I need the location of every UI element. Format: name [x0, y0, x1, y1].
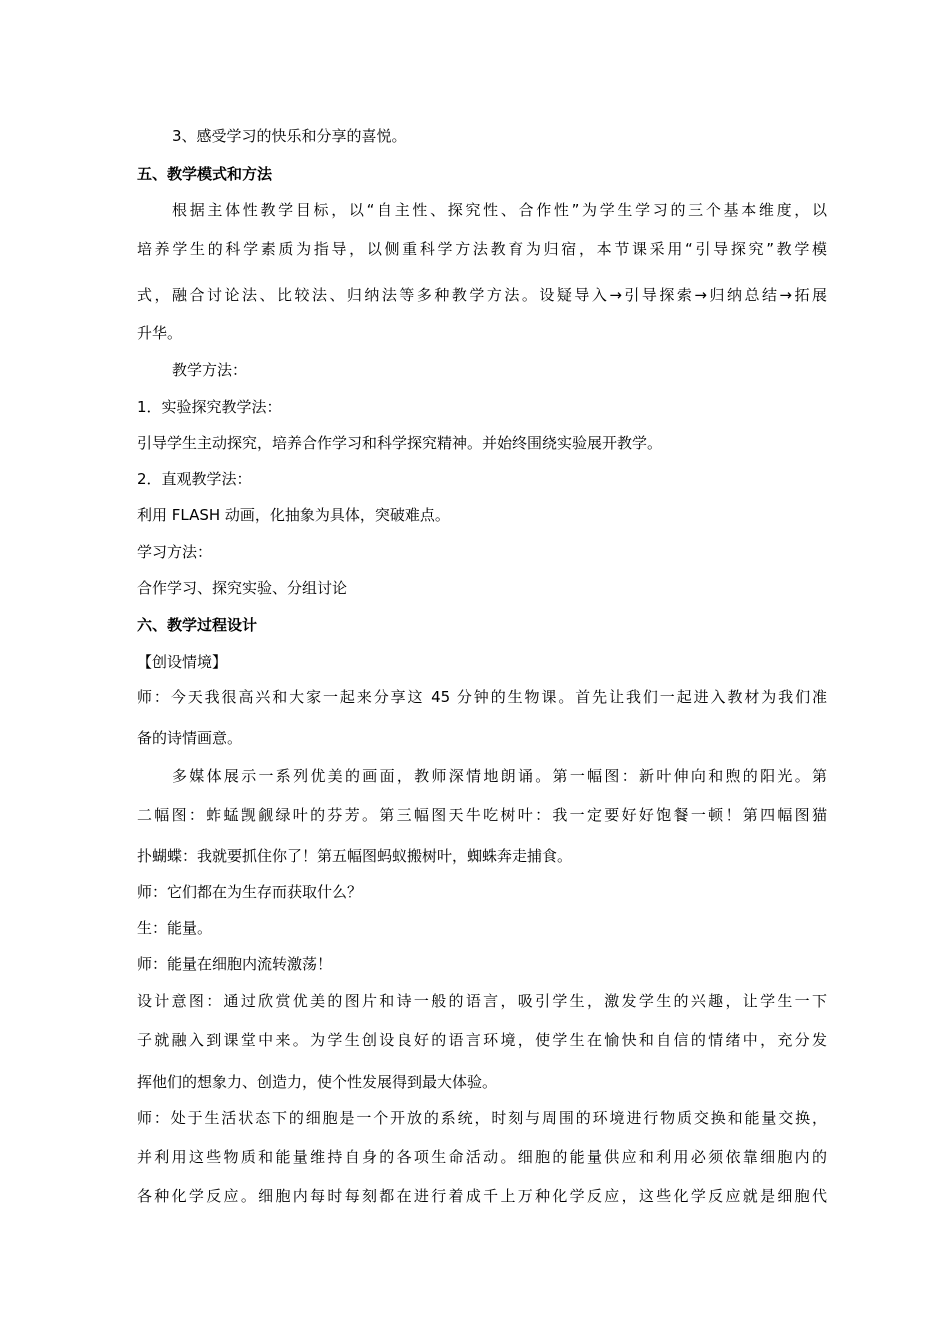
- section-heading-5: 五、教学模式和方法: [137, 165, 273, 183]
- paragraph-line: 升华。: [137, 324, 183, 342]
- paragraph-line: 各种化学反应。细胞内每时每刻都在进行着成千上万种化学反应，这些化学反应就是细胞代: [137, 1187, 827, 1205]
- teaching-methods-label: 教学方法：: [172, 361, 248, 379]
- paragraph-line: 合作学习、探究实验、分组讨论: [137, 579, 348, 597]
- paragraph-line: 师：今天我很高兴和大家一起来分享这 45 分钟的生物课。首先让我们一起进入教材为我们准: [137, 688, 827, 706]
- learning-methods-label: 学习方法：: [137, 543, 213, 561]
- section-heading-6: 六、教学过程设计: [137, 616, 258, 634]
- method-item-2: 2．直观教学法：: [137, 470, 252, 488]
- paragraph-line: 引导学生主动探究，培养合作学习和科学探究精神。并始终围绕实验展开教学。: [137, 434, 663, 452]
- paragraph-line: 二幅图：蚱蜢觊觎绿叶的芬芳。第三幅图天牛吃树叶：我一定要好好饱餐一顿！第四幅图猫: [137, 806, 827, 824]
- method-item-1: 1．实验探究教学法：: [137, 398, 282, 416]
- paragraph-line: 利用 FLASH 动画，化抽象为具体，突破难点。: [137, 506, 450, 524]
- subsection-heading: 【创设情境】: [137, 653, 228, 671]
- paragraph-line: 并利用这些物质和能量维持自身的各项生命活动。细胞的能量供应和利用必须依靠细胞内的: [137, 1148, 827, 1166]
- paragraph-line: 备的诗情画意。: [137, 729, 243, 747]
- paragraph-line: 子就融入到课堂中来。为学生创设良好的语言环境，使学生在愉快和自信的情绪中，充分发: [137, 1031, 827, 1049]
- paragraph-line: 培养学生的科学素质为指导，以侧重科学方法教育为归宿，本节课采用“引导探究”教学模: [137, 240, 827, 258]
- paragraph-line: 式，融合讨论法、比较法、归纳法等多种教学方法。设疑导入→引导探索→归纳总结→拓展: [137, 286, 827, 304]
- paragraph-line: 师：处于生活状态下的细胞是一个开放的系统，时刻与周围的环境进行物质交换和能量交换，: [137, 1109, 827, 1127]
- dialogue-line: 师：能量在细胞内流转激荡！: [137, 955, 333, 973]
- dialogue-line: 师：它们都在为生存而获取什么？: [137, 883, 363, 901]
- paragraph-line: 多媒体展示一系列优美的画面，教师深情地朗诵。第一幅图：新叶伸向和煦的阳光。第: [172, 767, 827, 785]
- paragraph-line: 根据主体性教学目标，以“自主性、探究性、合作性”为学生学习的三个基本维度，以: [172, 201, 827, 219]
- paragraph-line: 设计意图：通过欣赏优美的图片和诗一般的语言，吸引学生，激发学生的兴趣，让学生一下: [137, 992, 827, 1010]
- paragraph-line: 挥他们的想象力、创造力，使个性发展得到最大体验。: [137, 1073, 498, 1091]
- objective-item-3: 3、感受学习的快乐和分享的喜悦。: [172, 127, 407, 145]
- dialogue-line: 生：能量。: [137, 919, 213, 937]
- paragraph-line: 扑蝴蝶：我就要抓住你了！第五幅图蚂蚁搬树叶，蜘蛛奔走捕食。: [137, 847, 573, 865]
